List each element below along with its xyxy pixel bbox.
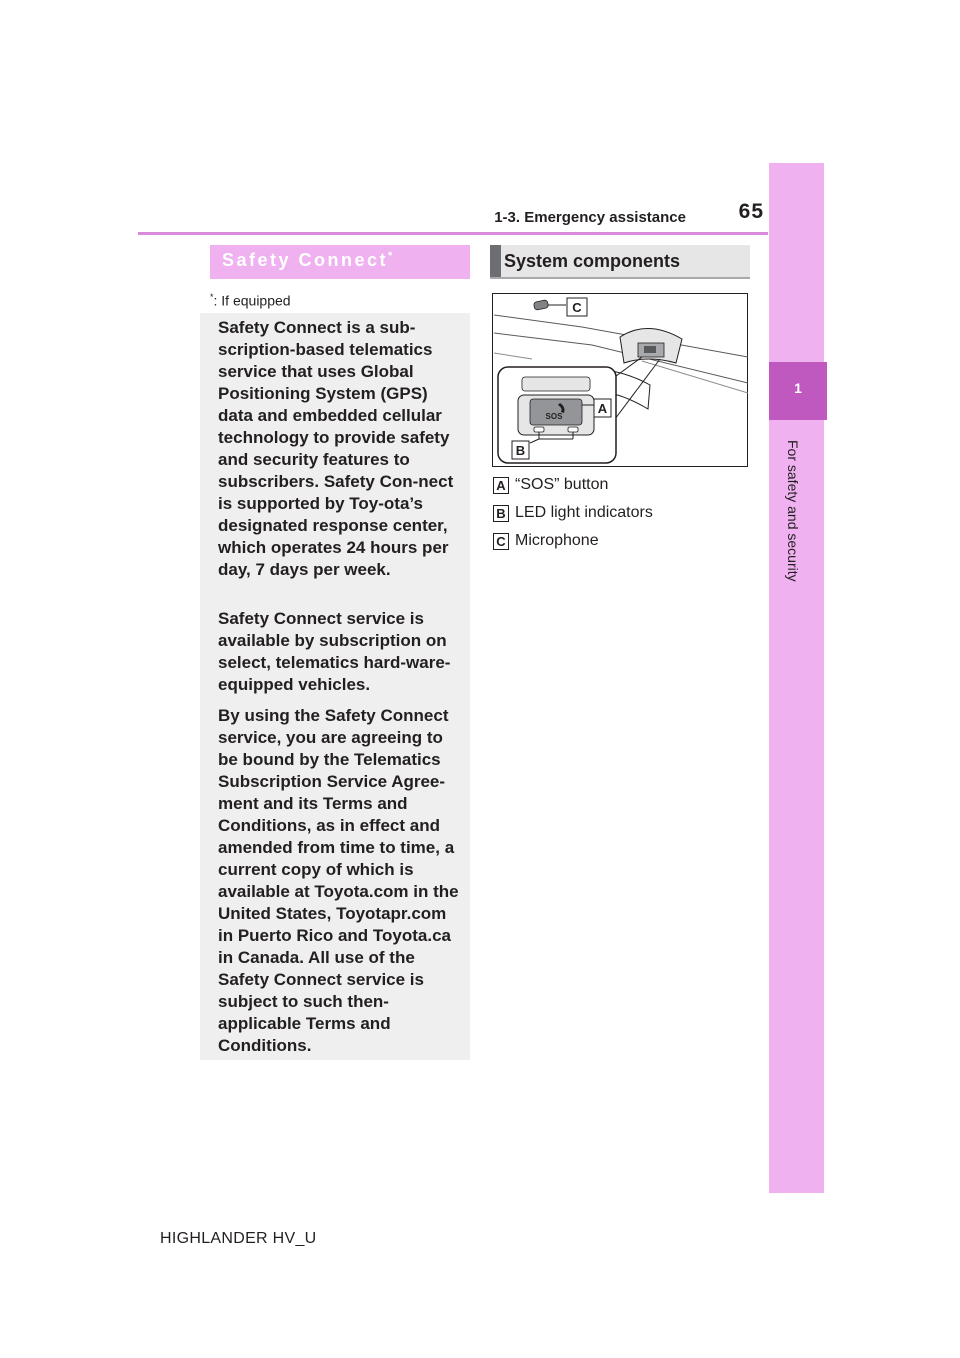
safety-connect-heading bbox=[222, 250, 392, 271]
callout-c: C bbox=[572, 300, 582, 315]
equipment-footnote bbox=[210, 292, 291, 309]
safety-connect-title: Safety Connect bbox=[222, 250, 389, 270]
footnote-text: : If equipped bbox=[213, 292, 291, 309]
info-paragraph-1: Safety Connect is a sub-scription-based telematics service that uses Global Positioning System (GPS) data and embedded cellular technology to provide safety and security features to subscribers. Safety Con-nect is supported by Toy-ota’s designated response center, which operates 24 hours per day, 7 days per week. bbox=[218, 318, 454, 579]
title-footnote-marker: * bbox=[388, 250, 393, 262]
callout-b: B bbox=[515, 443, 526, 458]
sos-button-text: SOS bbox=[545, 412, 563, 421]
info-paragraph-3: By using the Safety Connect service, you are agreeing to be bound by the Telematics Subscription Service Agree-ment and its Terms and Conditions, as in effect and amended from time to time, a current copy of which is available at Toyota.com in the United States, Toyotapr.com in Puerto Rico and Toyota.ca in Canada. All use of the Safety Connect service is subject to such then-applicable Terms and Conditions. bbox=[218, 706, 459, 1055]
legend-badge: C bbox=[493, 533, 509, 550]
info-paragraph-2: Safety Connect service is available by subscription on select, telematics hard-ware-equipped vehicles. bbox=[218, 609, 451, 694]
system-components-heading: System components bbox=[504, 251, 681, 271]
section-heading: 1-3. Emergency assistance bbox=[494, 209, 686, 226]
page-number: 65 bbox=[738, 200, 764, 223]
heading-underline bbox=[490, 277, 750, 279]
legend-badge: A bbox=[493, 477, 509, 494]
legend-badge: B bbox=[493, 505, 509, 522]
header-divider bbox=[138, 232, 768, 235]
legend-text: “SOS” button bbox=[515, 476, 609, 493]
chapter-label: For safety and security bbox=[785, 440, 801, 582]
footnote-marker: * bbox=[210, 292, 214, 302]
footer-model-name: HIGHLANDER HV_U bbox=[160, 1230, 317, 1247]
legend-text: LED light indicators bbox=[515, 504, 653, 521]
chapter-number: 1 bbox=[794, 380, 802, 396]
heading-accent bbox=[490, 245, 501, 279]
callout-a: A bbox=[597, 401, 608, 416]
legend-text: Microphone bbox=[515, 532, 599, 549]
overhead-console-illustration bbox=[492, 293, 748, 467]
